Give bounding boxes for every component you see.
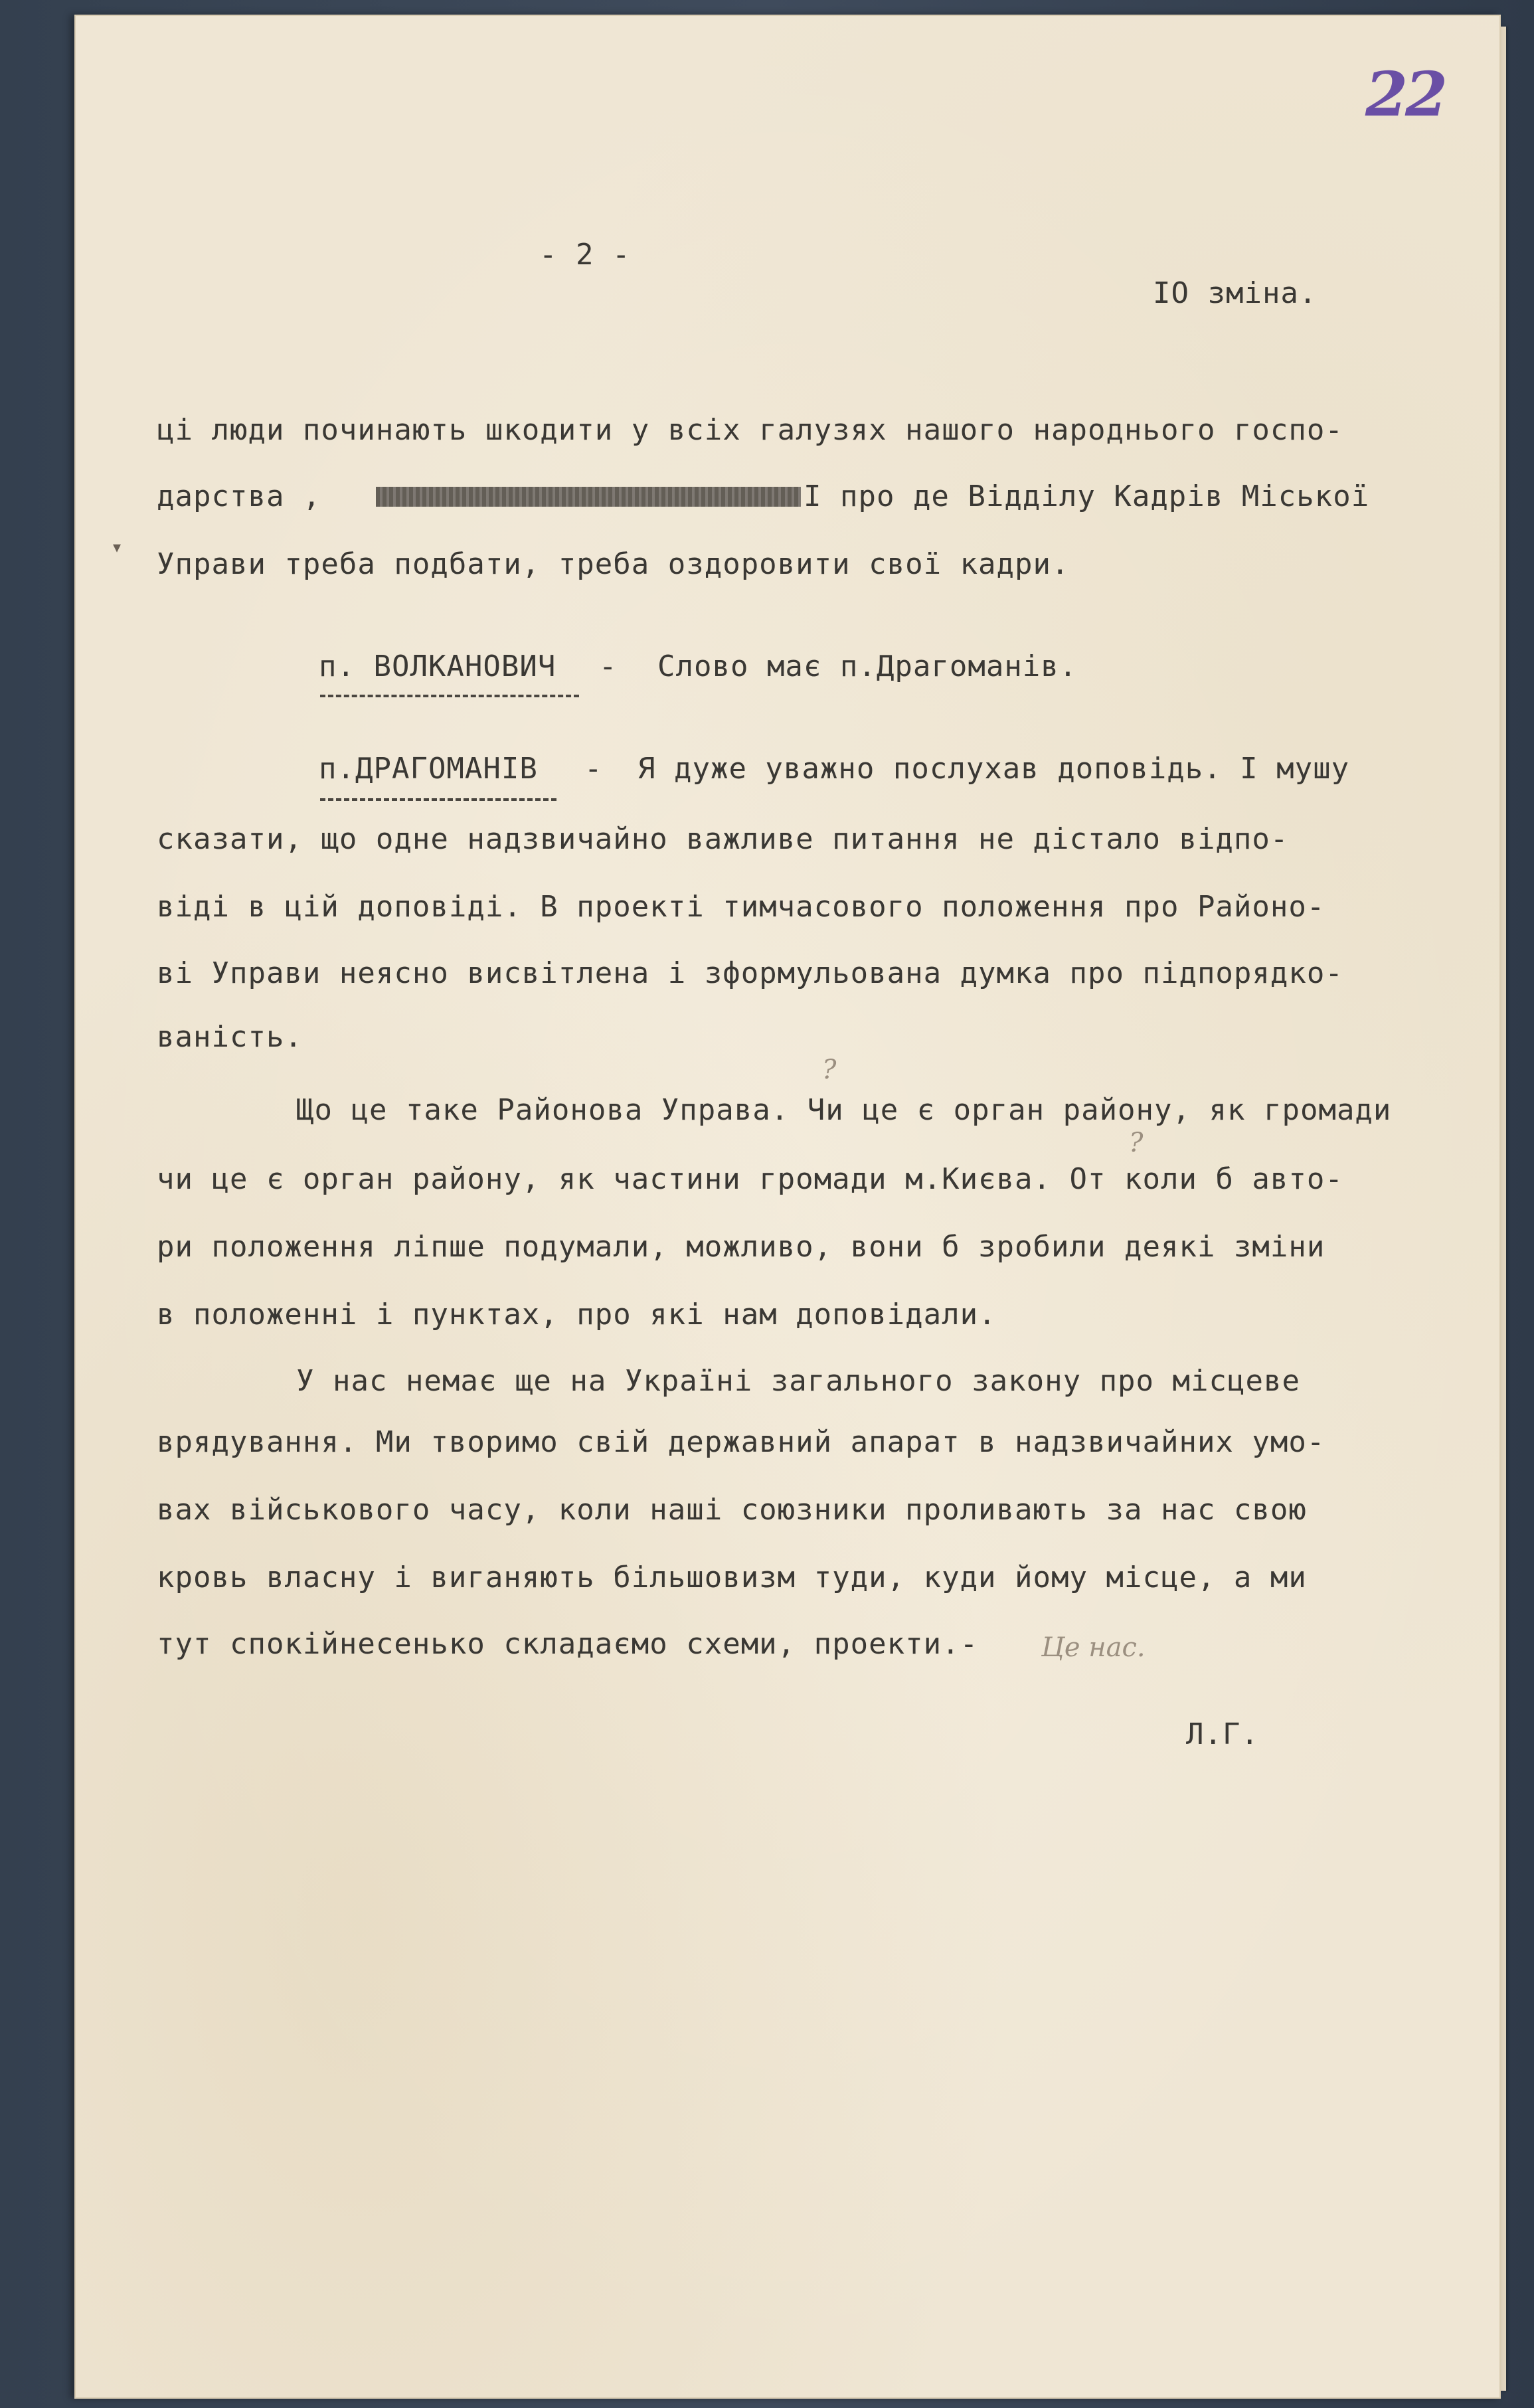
body-line-2a: дарства , [157,479,321,513]
speaker-text-line-1: Я дуже уважно послухав доповідь. I мушу [638,752,1350,786]
pencil-note: Це нас. [1041,1632,1146,1663]
paragraph-2-line-3: ри положення ліпше подумали, можливо, вони б зробили деякі зміни [157,1230,1325,1264]
body-line-2b: I про де Відділу Кадрів Міської [804,479,1370,513]
speaker-name-volkanovych: п. ВОЛКАНОВИЧ [319,649,556,683]
paragraph-3-line-5: тут спокійнесенько складаємо схеми, проекти.- [157,1627,979,1661]
body-line-1: ці люди починають шкодити у всіх галузях нашого народнього госпо- [157,413,1343,447]
folio-number: 22 [1365,58,1446,130]
paragraph-2-line-2: чи це є орган району, як частини громади м.Києва. От коли б авто- [157,1162,1343,1196]
speaker-text-line-3: віді в цій доповіді. В проекті тимчасового положення про Районо- [157,890,1325,924]
pencil-question-mark: ? [822,1055,837,1085]
speaker-name-drahomaniv: п.ДРАГОМАНІВ [319,752,538,786]
speaker-text: Слово має п.Драгоманів. [657,649,1078,683]
signature-initials: Л.Г. [1186,1717,1259,1751]
document-page [74,15,1501,2399]
paragraph-3-line-2: врядування. Ми творимо свій державний апарат в надзвичайних умо- [157,1425,1325,1459]
paragraph-3-line-1: У нас немає ще на Україні загального закону про місцеве [296,1364,1300,1398]
paragraph-3-line-4: кровь власну і виганяють більшовизм туди, куди йому місце, а ми [157,1561,1307,1594]
speaker-dash: - [584,752,603,786]
speaker-dash: - [599,649,618,683]
page-marker: - 2 - [539,238,631,272]
struck-out-text [376,487,801,507]
body-line-3: Управи треба подбати, треба оздоровити свої кадри. [157,547,1070,581]
speaker-text-line-4: ві Управи неясно висвітлена і зформульована думка про підпорядко- [157,956,1343,990]
margin-mark: ▾ [113,538,122,557]
paragraph-2-line-4: в положенні і пунктах, про які нам доповідали. [157,1298,997,1332]
speaker-text-line-2: сказати, що одне надзвичайно важливе питання не дістало відпо- [157,822,1289,856]
speaker-text-line-5: ваність. [157,1020,303,1054]
pencil-question-mark: ? [1129,1128,1144,1158]
paragraph-3-line-3: вах військового часу, коли наші союзники проливають за нас свою [157,1493,1307,1527]
speaker-underline [320,695,579,697]
speaker-underline [320,798,556,801]
shift-label: IO зміна. [1153,276,1318,310]
paragraph-2-line-1: Що це таке Районова Управа. Чи це є орган району, як громади [296,1093,1392,1127]
